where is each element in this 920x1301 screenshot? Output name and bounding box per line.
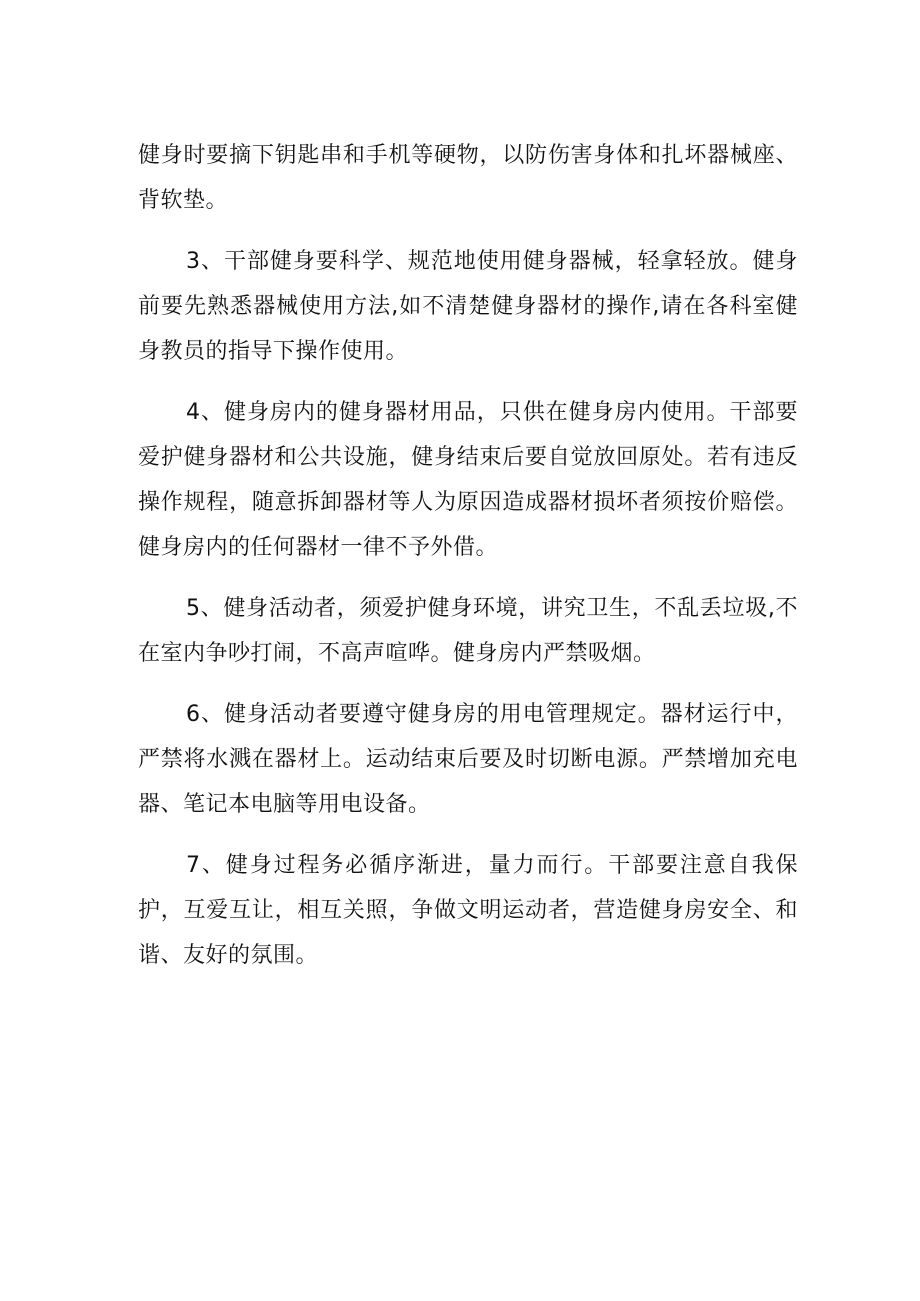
paragraph-continued: 健身时要摘下钥匙串和手机等硬物，以防伤害身体和扎坏器械座、背软垫。 bbox=[138, 143, 798, 213]
document-body bbox=[138, 133, 798, 994]
paragraph-rule-5: 5、健身活动者，须爱护健身环境，讲究卫生，不乱丢垃圾,不在室内争吵打闹，不高声喧哗。健身房内严禁吸烟。 bbox=[138, 596, 798, 666]
paragraph-rule-3: 3、干部健身要科学、规范地使用健身器械，轻拿轻放。健身前要先熟悉器械使用方法,如不清楚健身器材的操作,请在各科室健身教员的指导下操作使用。 bbox=[138, 249, 798, 364]
paragraph-rule-4: 4、健身房内的健身器材用品，只供在健身房内使用。干部要爱护健身器材和公共设施，健身结束后要自觉放回原处。若有违反操作规程，随意拆卸器材等人为原因造成器材损坏者须按价赔偿。健身房内的任何器材一律不予外借。 bbox=[138, 400, 798, 560]
paragraph-rule-6: 6、健身活动者要遵守健身房的用电管理规定。器材运行中，严禁将水溅在器材上。运动结束后要及时切断电源。严禁增加充电器、笔记本电脑等用电设备。 bbox=[138, 702, 798, 817]
paragraph-rule-7: 7、健身过程务必循序渐进，量力而行。干部要注意自我保护，互爱互让，相互关照，争做文明运动者，营造健身房安全、和谐、友好的氛围。 bbox=[138, 853, 798, 968]
